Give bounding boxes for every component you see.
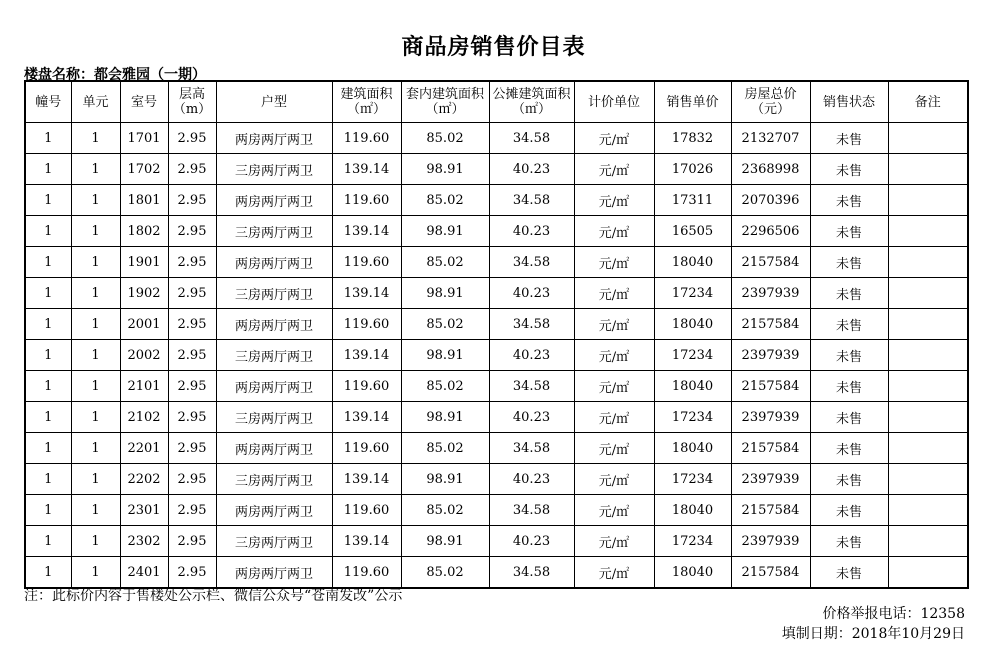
table-cell: 2397939	[731, 526, 810, 557]
table-cell: 2157584	[731, 309, 810, 340]
table-cell: 119.60	[332, 371, 401, 402]
column-header: 单元	[71, 81, 120, 123]
table-cell: 85.02	[401, 371, 489, 402]
table-cell: 元/㎡	[574, 154, 654, 185]
table-cell: 17234	[654, 526, 731, 557]
table-cell: 40.23	[489, 216, 574, 247]
table-cell: 40.23	[489, 340, 574, 371]
table-cell: 34.58	[489, 371, 574, 402]
table-cell: 2.95	[168, 278, 216, 309]
table-cell: 98.91	[401, 464, 489, 495]
table-cell: 40.23	[489, 402, 574, 433]
table-cell: 34.58	[489, 309, 574, 340]
table-row	[25, 216, 968, 247]
table-cell: 98.91	[401, 278, 489, 309]
table-cell	[888, 216, 968, 247]
table-cell: 元/㎡	[574, 278, 654, 309]
table-cell: 2301	[120, 495, 168, 526]
table-cell: 85.02	[401, 185, 489, 216]
table-cell: 元/㎡	[574, 185, 654, 216]
table-cell: 2157584	[731, 371, 810, 402]
column-header: 户型	[216, 81, 332, 123]
table-cell: 1	[71, 154, 120, 185]
table-cell: 1	[25, 278, 71, 309]
table-cell: 34.58	[489, 123, 574, 154]
table-cell: 1	[25, 123, 71, 154]
table-cell: 未售	[810, 371, 888, 402]
table-cell: 2.95	[168, 247, 216, 278]
table-cell: 1	[71, 123, 120, 154]
table-cell: 未售	[810, 557, 888, 589]
table-cell: 40.23	[489, 154, 574, 185]
table-cell: 1	[25, 185, 71, 216]
table-cell: 2368998	[731, 154, 810, 185]
table-cell: 两房两厅两卫	[216, 185, 332, 216]
table-row	[25, 371, 968, 402]
table-row	[25, 340, 968, 371]
table-cell: 1	[71, 340, 120, 371]
table-cell: 1701	[120, 123, 168, 154]
table-cell: 1	[25, 371, 71, 402]
table-row	[25, 185, 968, 216]
column-header: 套内建筑面积（㎡）	[401, 81, 489, 123]
table-cell: 1	[71, 495, 120, 526]
column-header: 层高（m）	[168, 81, 216, 123]
table-cell: 两房两厅两卫	[216, 557, 332, 589]
table-cell	[888, 495, 968, 526]
table-cell: 18040	[654, 309, 731, 340]
table-cell: 2302	[120, 526, 168, 557]
table-cell	[888, 309, 968, 340]
table-cell	[888, 123, 968, 154]
table-cell	[888, 247, 968, 278]
table-cell: 1	[25, 433, 71, 464]
table-cell: 元/㎡	[574, 371, 654, 402]
table-cell: 元/㎡	[574, 340, 654, 371]
column-header: 室号	[120, 81, 168, 123]
table-cell: 1	[71, 216, 120, 247]
table-cell: 1	[71, 526, 120, 557]
report-hotline: 价格举报电话：12358	[822, 606, 965, 622]
table-cell: 2.95	[168, 123, 216, 154]
table-cell: 未售	[810, 495, 888, 526]
table-row	[25, 495, 968, 526]
table-cell: 三房两厅两卫	[216, 154, 332, 185]
table-cell: 2.95	[168, 495, 216, 526]
table-cell: 未售	[810, 247, 888, 278]
table-cell: 16505	[654, 216, 731, 247]
table-cell: 未售	[810, 185, 888, 216]
table-row	[25, 123, 968, 154]
table-cell: 1	[71, 309, 120, 340]
table-cell: 18040	[654, 247, 731, 278]
table-cell: 139.14	[332, 216, 401, 247]
table-cell	[888, 433, 968, 464]
table-cell: 119.60	[332, 495, 401, 526]
table-cell: 未售	[810, 216, 888, 247]
table-cell	[888, 278, 968, 309]
table-cell: 18040	[654, 557, 731, 589]
table-cell: 17311	[654, 185, 731, 216]
table-cell: 18040	[654, 371, 731, 402]
table-cell: 2397939	[731, 402, 810, 433]
table-cell: 98.91	[401, 154, 489, 185]
table-cell: 2.95	[168, 185, 216, 216]
table-cell: 40.23	[489, 526, 574, 557]
table-cell: 元/㎡	[574, 526, 654, 557]
table-cell: 1802	[120, 216, 168, 247]
table-cell: 40.23	[489, 464, 574, 495]
table-cell: 2157584	[731, 495, 810, 526]
table-cell: 2157584	[731, 557, 810, 589]
table-cell: 17026	[654, 154, 731, 185]
table-body	[25, 123, 968, 589]
table-cell: 2102	[120, 402, 168, 433]
table-cell: 1	[25, 526, 71, 557]
column-header: 销售单价	[654, 81, 731, 123]
table-cell: 85.02	[401, 495, 489, 526]
table-cell: 未售	[810, 340, 888, 371]
table-cell: 2397939	[731, 464, 810, 495]
table-cell: 1	[25, 309, 71, 340]
table-cell: 两房两厅两卫	[216, 309, 332, 340]
table-cell: 17234	[654, 402, 731, 433]
table-cell: 2157584	[731, 247, 810, 278]
table-cell: 17234	[654, 464, 731, 495]
table-cell: 元/㎡	[574, 309, 654, 340]
table-cell: 两房两厅两卫	[216, 371, 332, 402]
table-cell: 98.91	[401, 402, 489, 433]
table-cell: 1	[71, 247, 120, 278]
table-cell: 1702	[120, 154, 168, 185]
table-cell: 两房两厅两卫	[216, 247, 332, 278]
table-cell	[888, 371, 968, 402]
column-header: 销售状态	[810, 81, 888, 123]
table-cell: 1	[71, 185, 120, 216]
table-cell: 85.02	[401, 247, 489, 278]
table-cell: 元/㎡	[574, 433, 654, 464]
table-cell: 1	[25, 154, 71, 185]
table-cell: 元/㎡	[574, 402, 654, 433]
table-cell: 1	[25, 216, 71, 247]
table-cell: 18040	[654, 495, 731, 526]
table-cell: 34.58	[489, 557, 574, 589]
table-cell: 三房两厅两卫	[216, 216, 332, 247]
table-cell: 119.60	[332, 309, 401, 340]
table-cell: 2.95	[168, 402, 216, 433]
table-cell: 17234	[654, 340, 731, 371]
table-cell: 2202	[120, 464, 168, 495]
table-cell: 2.95	[168, 216, 216, 247]
table-cell: 元/㎡	[574, 247, 654, 278]
table-cell: 2002	[120, 340, 168, 371]
table-cell: 17832	[654, 123, 731, 154]
table-cell: 98.91	[401, 340, 489, 371]
table-cell: 三房两厅两卫	[216, 278, 332, 309]
table-cell: 17234	[654, 278, 731, 309]
table-cell	[888, 340, 968, 371]
table-cell: 2.95	[168, 526, 216, 557]
table-cell: 未售	[810, 433, 888, 464]
project-name: 楼盘名称：都会雅园（一期）	[24, 67, 206, 83]
column-header: 备注	[888, 81, 968, 123]
table-cell: 1	[71, 371, 120, 402]
table-cell: 1	[71, 402, 120, 433]
table-cell: 2157584	[731, 433, 810, 464]
table-cell: 元/㎡	[574, 216, 654, 247]
table-cell: 139.14	[332, 340, 401, 371]
column-header: 幢号	[25, 81, 71, 123]
table-cell	[888, 557, 968, 589]
table-cell: 85.02	[401, 309, 489, 340]
table-header-row	[25, 81, 968, 123]
footnote: 注：此标价内容于售楼处公示栏、微信公众号“苍南发改”公示	[24, 588, 403, 604]
table-row	[25, 247, 968, 278]
table-cell: 34.58	[489, 185, 574, 216]
table-cell: 未售	[810, 402, 888, 433]
table-cell: 34.58	[489, 247, 574, 278]
table-cell: 两房两厅两卫	[216, 495, 332, 526]
table-cell: 18040	[654, 433, 731, 464]
table-cell: 2201	[120, 433, 168, 464]
table-cell: 1	[71, 278, 120, 309]
table-cell: 98.91	[401, 526, 489, 557]
table-cell: 2397939	[731, 278, 810, 309]
table-cell: 1	[71, 464, 120, 495]
table-cell: 2001	[120, 309, 168, 340]
table-cell: 三房两厅两卫	[216, 526, 332, 557]
table-cell: 2.95	[168, 433, 216, 464]
table-row	[25, 557, 968, 589]
table-cell: 85.02	[401, 433, 489, 464]
table-cell	[888, 185, 968, 216]
table-cell: 2.95	[168, 154, 216, 185]
table-cell: 元/㎡	[574, 123, 654, 154]
table-cell: 两房两厅两卫	[216, 433, 332, 464]
table-cell: 1	[25, 557, 71, 589]
table-cell: 2401	[120, 557, 168, 589]
table-row	[25, 278, 968, 309]
table-cell: 139.14	[332, 526, 401, 557]
table-row	[25, 433, 968, 464]
table-cell: 2.95	[168, 371, 216, 402]
table-cell: 未售	[810, 526, 888, 557]
fill-date: 填制日期：2018年10月29日	[781, 626, 965, 642]
price-table	[24, 80, 969, 589]
table-cell	[888, 402, 968, 433]
table-cell: 未售	[810, 464, 888, 495]
table-cell: 元/㎡	[574, 464, 654, 495]
table-cell: 119.60	[332, 123, 401, 154]
table-cell: 1	[25, 495, 71, 526]
table-row	[25, 309, 968, 340]
table-cell: 2101	[120, 371, 168, 402]
table-cell: 三房两厅两卫	[216, 340, 332, 371]
column-header: 公摊建筑面积（㎡）	[489, 81, 574, 123]
table-cell: 119.60	[332, 185, 401, 216]
table-cell: 未售	[810, 154, 888, 185]
table-cell: 三房两厅两卫	[216, 464, 332, 495]
table-cell: 1	[25, 340, 71, 371]
table-cell: 三房两厅两卫	[216, 402, 332, 433]
table-cell: 1	[25, 247, 71, 278]
table-cell: 139.14	[332, 154, 401, 185]
table-cell: 元/㎡	[574, 495, 654, 526]
table-cell: 1	[25, 402, 71, 433]
table-cell: 2.95	[168, 309, 216, 340]
table-cell: 2070396	[731, 185, 810, 216]
table-row	[25, 526, 968, 557]
table-cell	[888, 526, 968, 557]
table-cell: 未售	[810, 309, 888, 340]
table-cell: 85.02	[401, 123, 489, 154]
table-cell: 2132707	[731, 123, 810, 154]
table-cell: 119.60	[332, 247, 401, 278]
table-cell: 1	[71, 557, 120, 589]
table-cell: 2296506	[731, 216, 810, 247]
table-cell: 119.60	[332, 557, 401, 589]
table-cell: 1901	[120, 247, 168, 278]
table-cell: 34.58	[489, 495, 574, 526]
table-cell: 139.14	[332, 402, 401, 433]
table-cell: 2.95	[168, 557, 216, 589]
table-cell: 98.91	[401, 216, 489, 247]
table-cell: 元/㎡	[574, 557, 654, 589]
table-cell: 40.23	[489, 278, 574, 309]
table-cell: 1	[71, 433, 120, 464]
table-cell: 34.58	[489, 433, 574, 464]
table-cell: 两房两厅两卫	[216, 123, 332, 154]
table-cell: 1	[25, 464, 71, 495]
table-cell: 1902	[120, 278, 168, 309]
table-row	[25, 464, 968, 495]
table-cell: 139.14	[332, 464, 401, 495]
column-header: 计价单位	[574, 81, 654, 123]
table-cell: 2397939	[731, 340, 810, 371]
table-cell: 1801	[120, 185, 168, 216]
table-cell	[888, 464, 968, 495]
table-row	[25, 402, 968, 433]
page-title: 商品房销售价目表	[401, 35, 586, 60]
table-cell	[888, 154, 968, 185]
table-cell: 119.60	[332, 433, 401, 464]
table-row	[25, 154, 968, 185]
table-cell: 85.02	[401, 557, 489, 589]
column-header: 建筑面积（㎡）	[332, 81, 401, 123]
table-cell: 139.14	[332, 278, 401, 309]
table-cell: 未售	[810, 123, 888, 154]
table-cell: 2.95	[168, 464, 216, 495]
table-cell: 2.95	[168, 340, 216, 371]
table-cell: 未售	[810, 278, 888, 309]
column-header: 房屋总价（元）	[731, 81, 810, 123]
